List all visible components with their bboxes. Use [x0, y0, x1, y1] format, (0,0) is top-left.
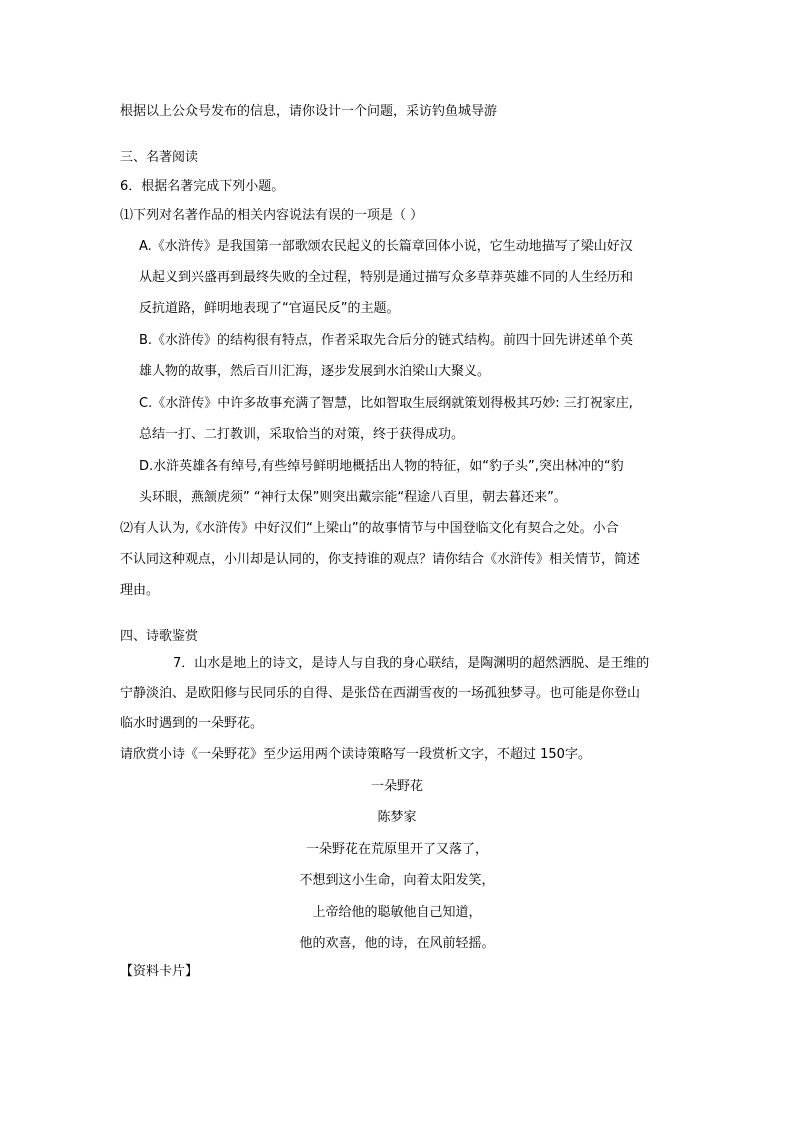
poem-title: 一朵野花: [370, 779, 423, 794]
option-d-line: D.水浒英雄各有绰号,有些绰号鲜明地概括出人物的特征，如“豹子头”,突出林冲的“豹: [139, 459, 624, 474]
question7-line: 宁静淡泊、是欧阳修与民同乐的自得、是张岱在西湖雪夜的一场孤独梦寻。也可能是你登山: [120, 686, 641, 701]
option-a-line: 反抗道路，鲜明地表现了“官逼民反”的主题。: [139, 301, 400, 316]
poem-line: 一朵野花在荒原里开了又落了，: [305, 842, 488, 857]
question7-line: 临水时遇到的一朵野花。: [120, 716, 264, 731]
question7-line: 7．山水是地上的诗文，是诗人与自我的身心联结，是陶渊明的超然洒脱、是王维的: [173, 656, 650, 671]
option-b-line: B.《水浒传》的结构很有特点，作者采取先合后分的链式结构。前四十回先讲述单个英: [139, 333, 634, 348]
resource-card-label: 【资料卡片】: [120, 964, 199, 979]
poem-author: 陈梦家: [377, 810, 417, 825]
poem-line: 不想到这小生命，向着太阳发笑，: [299, 873, 495, 888]
question6-part1-stem: ⑴下列对名著作品的相关内容说法有误的一项是（ ）: [120, 208, 424, 223]
option-c-line: 总结一打、二打教训，采取恰当的对策，终于获得成功。: [139, 427, 465, 442]
question6-part2-line: ⑵有人认为,《水浒传》中好汉们“上梁山”的故事情节与中国登临文化有契合之处。小合: [120, 521, 619, 536]
question6-title: 6．根据名著完成下列小题。: [120, 179, 285, 194]
poem-line: 他的欢喜，他的诗，在风前轻摇。: [299, 936, 495, 951]
intro-text: 根据以上公众号发布的信息，请你设计一个问题，采访钓鱼城导游: [120, 104, 498, 119]
option-a-line: A.《水浒传》是我国第一部歌颂农民起义的长篇章回体小说，它生动地描写了梁山好汉: [139, 239, 633, 254]
section3-heading: 三、名著阅读: [120, 150, 199, 165]
question6-part2-line: 不认同这种观点，小川却是认同的，你支持谁的观点？请你结合《水浒传》相关情节，简述: [120, 552, 641, 567]
option-d-line: 头环眼，燕颔虎须” “神行太保”则突出戴宗能“程途八百里，朝去暮还来”。: [139, 490, 567, 505]
question7-instruction: 请欣赏小诗《一朵野花》至少运用两个读诗策略写一段赏析文字，不超过 150字。: [120, 747, 591, 762]
section4-heading: 四、诗歌鉴赏: [120, 629, 199, 644]
option-c-line: C.《水浒传》中许多故事充满了智慧，比如智取生辰纲就策划得极其巧妙: 三打祝家庄,: [139, 396, 633, 411]
option-b-line: 雄人物的故事，然后百川汇海，逐步发展到水泊梁山大聚义。: [139, 364, 491, 379]
poem-line: 上帝给他的聪敏他自己知道，: [312, 905, 482, 920]
question6-part2-line: 理由。: [120, 583, 160, 598]
option-a-line: 从起义到兴盛再到最终失败的全过程，特别是通过描写众多草莽英雄不同的人生经历和: [139, 270, 634, 285]
